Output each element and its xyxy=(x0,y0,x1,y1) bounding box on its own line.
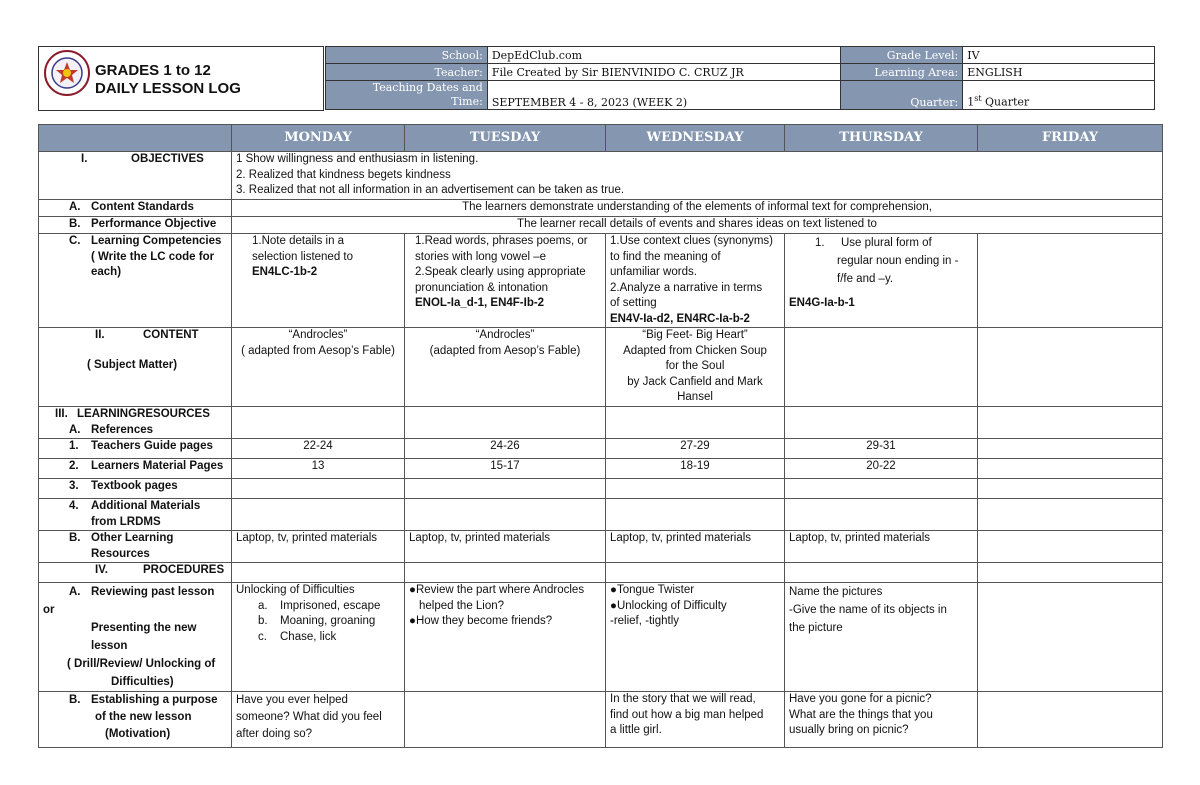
title-line-2: DAILY LESSON LOG xyxy=(95,80,241,97)
lc-thu-code: EN4G-Ia-b-1 xyxy=(789,297,855,309)
quarter-value xyxy=(963,81,1155,110)
lc-wed-code: EN4V-Ia-d2, EN4RC-Ia-b-2 xyxy=(610,312,750,325)
refs-num: A. xyxy=(69,423,81,436)
tg-mon: 22-24 xyxy=(232,439,405,459)
day-tuesday: TUESDAY xyxy=(405,125,606,152)
am-fri xyxy=(978,499,1163,531)
lm-row xyxy=(39,459,1163,479)
lc-tue-code: ENOL-Ia_d-1, EN4F-Ib-2 xyxy=(415,297,545,309)
content-wed-line: Hansel xyxy=(677,391,713,403)
lc-wed-line: of setting xyxy=(610,297,657,309)
lc-thu-line: f/fe and –y. xyxy=(837,273,894,285)
proc-a-row xyxy=(39,583,1163,692)
proc-b-row xyxy=(39,692,1163,748)
proc-label-text: PROCEDURES xyxy=(143,564,225,576)
proc-b-thu-line: What are the things that you xyxy=(789,708,933,721)
proc-a-label-5: Difficulties) xyxy=(111,676,174,688)
proc-a-wed-line: Tongue Twister xyxy=(616,584,695,596)
proc-b-label-2: of the new lesson xyxy=(95,711,192,723)
proc-b-wed-line: In the story that we will read, xyxy=(610,693,756,705)
ol-row xyxy=(39,531,1163,563)
lc-wed-line: unfamiliar words. xyxy=(610,266,697,278)
day-wednesday: WEDNESDAY xyxy=(606,125,785,152)
proc-a-label-2: Presenting the new xyxy=(91,622,197,634)
grade-value: IV xyxy=(963,47,1155,64)
proc-b-num: B. xyxy=(69,694,81,706)
lm-fri xyxy=(978,459,1163,479)
proc-b-friday xyxy=(978,692,1163,748)
dates-label xyxy=(326,81,488,110)
quarter-num: 1 xyxy=(967,96,975,109)
ol-label xyxy=(39,531,232,563)
proc-a-thu-line: Name the pictures xyxy=(789,586,883,598)
lc-mon-line: 1.Note details in a xyxy=(252,235,345,247)
res-num: III. xyxy=(55,408,68,420)
lc-tue-line: 2.Speak clearly using appropriate xyxy=(415,266,586,278)
day-header-row xyxy=(39,125,1163,152)
school-value: DepEdClub.com xyxy=(487,47,841,64)
school-label: School: xyxy=(326,47,488,64)
proc-a-friday xyxy=(978,583,1163,692)
res-label-text: LEARNINGRESOURCES xyxy=(77,408,210,420)
proc-a-tue-line: Review the part where Androcles xyxy=(415,584,585,596)
am-wed xyxy=(606,499,785,531)
am-label xyxy=(39,499,232,531)
am-thu xyxy=(785,499,978,531)
tg-tue: 24-26 xyxy=(405,439,606,459)
am-num: 4. xyxy=(69,500,79,512)
tg-num: 1. xyxy=(69,440,79,452)
proc-b-tuesday xyxy=(405,692,606,748)
page-title xyxy=(95,62,241,98)
am-mon xyxy=(232,499,405,531)
area-label: Learning Area: xyxy=(841,64,963,81)
proc-a-label-3: lesson xyxy=(91,640,128,652)
procedures-row xyxy=(39,563,1163,583)
content-wed-line: for the Soul xyxy=(665,360,725,372)
res-tue xyxy=(405,407,606,439)
day-friday: FRIDAY xyxy=(978,125,1163,152)
proc-b-thu-line: usually bring on picnic? xyxy=(789,724,909,736)
proc-b-label-3: (Motivation) xyxy=(105,728,171,740)
proc-b-monday xyxy=(232,692,405,748)
refs-label: References xyxy=(91,423,154,436)
proc-a-mon-item: Imprisoned, escape xyxy=(280,599,381,612)
performance-label xyxy=(39,217,232,234)
proc-a-wed-line: -relief, -tightly xyxy=(610,615,680,627)
lc-wed-line: 1.Use context clues (synonyms) xyxy=(610,235,773,247)
corner-cell xyxy=(39,125,232,152)
proc-a-wednesday xyxy=(606,583,785,692)
lm-num: 2. xyxy=(69,460,79,472)
area-value: ENGLISH xyxy=(963,64,1155,81)
lesson-log-table xyxy=(38,124,1163,748)
competencies-row xyxy=(39,234,1163,328)
lm-mon: 13 xyxy=(232,459,405,479)
bullet-icon: ● xyxy=(610,599,617,612)
proc-a-tue-line: How they become friends? xyxy=(415,615,553,627)
ol-mon: Laptop, tv, printed materials xyxy=(232,531,405,563)
am-tue xyxy=(405,499,606,531)
ol-thu: Laptop, tv, printed materials xyxy=(785,531,978,563)
lc-mon-code: EN4LC-1b-2 xyxy=(252,266,318,278)
lc-friday xyxy=(978,234,1163,328)
proc-a-mon-letter: a. xyxy=(258,599,268,612)
lc-label-2: ( Write the LC code for xyxy=(91,250,215,263)
proc-a-thu-line: the picture xyxy=(789,622,843,634)
resources-label xyxy=(39,407,232,439)
ol-fri xyxy=(978,531,1163,563)
proc-mon xyxy=(232,563,405,583)
lc-label-3: each) xyxy=(91,266,122,278)
lc-tuesday xyxy=(405,234,606,328)
dates-label-2: Time: xyxy=(451,95,483,108)
proc-a-label-4: ( Drill/Review/ Unlocking of xyxy=(67,658,216,670)
tg-thu: 29-31 xyxy=(785,439,978,459)
tg-label xyxy=(39,439,232,459)
content-wed-line: “Big Feet- Big Heart” xyxy=(642,329,748,341)
proc-a-wed-line: Unlocking of Difficulty xyxy=(616,599,727,612)
proc-a-label xyxy=(39,583,232,692)
teacher-value: File Created by Sir BIENVINIDO C. CRUZ JR xyxy=(487,64,841,81)
proc-a-mon-letter: c. xyxy=(258,630,267,643)
content-friday xyxy=(978,328,1163,407)
lc-thu-line: Use plural form of xyxy=(841,237,932,249)
lc-wed-line: to find the meaning of xyxy=(610,250,721,263)
grade-label: Grade Level: xyxy=(841,47,963,64)
tb-fri xyxy=(978,479,1163,499)
proc-a-num: A. xyxy=(69,586,81,598)
proc-a-mon-title: Unlocking of Difficulties xyxy=(236,584,355,596)
proc-b-mon-line: Have you ever helped xyxy=(236,694,348,706)
proc-b-mon-line: someone? What did you feel xyxy=(236,711,382,723)
dates-label-1: Teaching Dates and xyxy=(372,81,483,94)
ol-label-2: Resources xyxy=(91,547,150,560)
title-line-1: GRADES 1 to 12 xyxy=(95,62,211,79)
am-label-2: from LRDMS xyxy=(91,515,161,528)
teacher-label: Teacher: xyxy=(326,64,488,81)
lc-monday xyxy=(232,234,405,328)
tg-row xyxy=(39,439,1163,459)
am-row xyxy=(39,499,1163,531)
procedures-label xyxy=(39,563,232,583)
objective-item: 1 Show willingness and enthusiasm in listening. xyxy=(236,153,479,165)
quarter-sup: st xyxy=(974,94,982,104)
content-standards-label xyxy=(39,200,232,217)
proc-b-thursday xyxy=(785,692,978,748)
quarter-label: Quarter: xyxy=(841,81,963,110)
bullet-icon: ● xyxy=(610,584,617,596)
lc-wednesday xyxy=(606,234,785,328)
content-sub: ( Subject Matter) xyxy=(87,358,178,371)
competencies-label xyxy=(39,234,232,328)
content-tue-line: (adapted from Aesop’s Fable) xyxy=(429,344,581,357)
proc-a-tuesday xyxy=(405,583,606,692)
ol-wed: Laptop, tv, printed materials xyxy=(606,531,785,563)
objective-item: 2. Realized that kindness begets kindness xyxy=(236,168,451,181)
bullet-icon: ● xyxy=(409,584,416,596)
proc-tue xyxy=(405,563,606,583)
header-info-table xyxy=(325,46,1155,110)
day-monday: MONDAY xyxy=(232,125,405,152)
content-row xyxy=(39,328,1163,407)
proc-a-label-1: Reviewing past lesson or xyxy=(43,586,215,616)
content-wed-line: by Jack Canfield and Mark xyxy=(627,375,763,388)
tb-mon xyxy=(232,479,405,499)
am-label-1: Additional Materials xyxy=(91,500,201,512)
ol-tue: Laptop, tv, printed materials xyxy=(405,531,606,563)
tb-label xyxy=(39,479,232,499)
content-thursday xyxy=(785,328,978,407)
lc-thu-line: regular noun ending in - xyxy=(837,255,959,267)
lc-num: C. xyxy=(69,235,81,247)
proc-a-thursday xyxy=(785,583,978,692)
proc-b-wed-line: a little girl. xyxy=(610,724,662,736)
content-num: II. xyxy=(95,329,105,341)
proc-a-mon-letter: b. xyxy=(258,615,268,627)
proc-a-thu-line: -Give the name of its objects in xyxy=(789,604,947,616)
content-mon-line: ( adapted from Aesop’s Fable) xyxy=(241,344,395,357)
lm-wed: 18-19 xyxy=(606,459,785,479)
content-standards-row xyxy=(39,200,1163,217)
tb-num: 3. xyxy=(69,480,79,492)
content-monday xyxy=(232,328,405,407)
po-label-text: Performance Objective xyxy=(91,218,217,230)
performance-text: The learner recall details of events and shares ideas on text listened to xyxy=(232,217,1163,234)
lc-wed-line: 2.Analyze a narrative in terms xyxy=(610,281,763,294)
res-thu xyxy=(785,407,978,439)
resources-row xyxy=(39,407,1163,439)
lc-thursday xyxy=(785,234,978,328)
lc-tue-line: stories with long vowel –e xyxy=(415,250,547,263)
ol-num: B. xyxy=(69,532,81,544)
res-fri xyxy=(978,407,1163,439)
proc-b-thu-line: Have you gone for a picnic? xyxy=(789,693,932,705)
lm-thu: 20-22 xyxy=(785,459,978,479)
proc-wed xyxy=(606,563,785,583)
content-wednesday xyxy=(606,328,785,407)
proc-b-mon-line: after doing so? xyxy=(236,728,313,740)
content-label xyxy=(39,328,232,407)
proc-b-label-1: Establishing a purpose xyxy=(91,694,218,706)
dates-value: SEPTEMBER 4 - 8, 2023 (WEEK 2) xyxy=(487,81,841,110)
bullet-icon: ● xyxy=(409,615,416,627)
proc-b-label xyxy=(39,692,232,748)
objective-item: 3. Realized that not all information in an advertisement can be taken as true. xyxy=(236,184,625,196)
lc-label-1: Learning Competencies xyxy=(91,235,222,247)
ol-label-1: Other Learning xyxy=(91,532,174,544)
content-tuesday xyxy=(405,328,606,407)
proc-a-mon-item: Moaning, groaning xyxy=(280,615,376,627)
quarter-text: Quarter xyxy=(981,96,1030,109)
cs-num: A. xyxy=(69,201,81,213)
lc-tue-line: pronunciation & intonation xyxy=(415,281,548,294)
day-thursday: THURSDAY xyxy=(785,125,978,152)
proc-a-monday xyxy=(232,583,405,692)
proc-b-wed-line: find out how a big man helped xyxy=(610,708,764,721)
cs-label-text: Content Standards xyxy=(91,201,194,213)
lm-tue: 15-17 xyxy=(405,459,606,479)
tg-fri xyxy=(978,439,1163,459)
objectives-items xyxy=(232,152,1163,200)
content-standards-text: The learners demonstrate understanding of the elements of informal text for comprehension, xyxy=(232,200,1163,217)
proc-num: IV. xyxy=(95,564,109,576)
tb-label-text: Textbook pages xyxy=(91,480,178,492)
lc-thu-num: 1. xyxy=(815,237,825,249)
proc-a-tue-line: helped the Lion? xyxy=(419,599,505,612)
tb-tue xyxy=(405,479,606,499)
res-wed xyxy=(606,407,785,439)
res-mon xyxy=(232,407,405,439)
tb-row xyxy=(39,479,1163,499)
tg-label-text: Teachers Guide pages xyxy=(91,440,213,452)
objectives-label-text: OBJECTIVES xyxy=(131,153,204,165)
lc-mon-line: selection listened to xyxy=(252,250,354,263)
content-label-text: CONTENT xyxy=(143,329,199,341)
objectives-label xyxy=(39,152,232,200)
lm-label-text: Learners Material Pages xyxy=(91,460,224,472)
proc-thu xyxy=(785,563,978,583)
proc-fri xyxy=(978,563,1163,583)
deped-seal-icon xyxy=(44,50,90,96)
objectives-num: I. xyxy=(81,153,88,165)
objectives-row xyxy=(39,152,1163,200)
po-num: B. xyxy=(69,218,81,230)
content-tue-line: “Androcles” xyxy=(475,329,535,341)
tb-thu xyxy=(785,479,978,499)
tg-wed: 27-29 xyxy=(606,439,785,459)
tb-wed xyxy=(606,479,785,499)
content-wed-line: Adapted from Chicken Soup xyxy=(623,344,767,357)
performance-row xyxy=(39,217,1163,234)
proc-b-wednesday xyxy=(606,692,785,748)
content-mon-line: “Androcles” xyxy=(288,329,348,341)
lm-label xyxy=(39,459,232,479)
lc-tue-line: 1.Read words, phrases poems, or xyxy=(415,235,588,247)
proc-a-mon-item: Chase, lick xyxy=(280,630,337,643)
